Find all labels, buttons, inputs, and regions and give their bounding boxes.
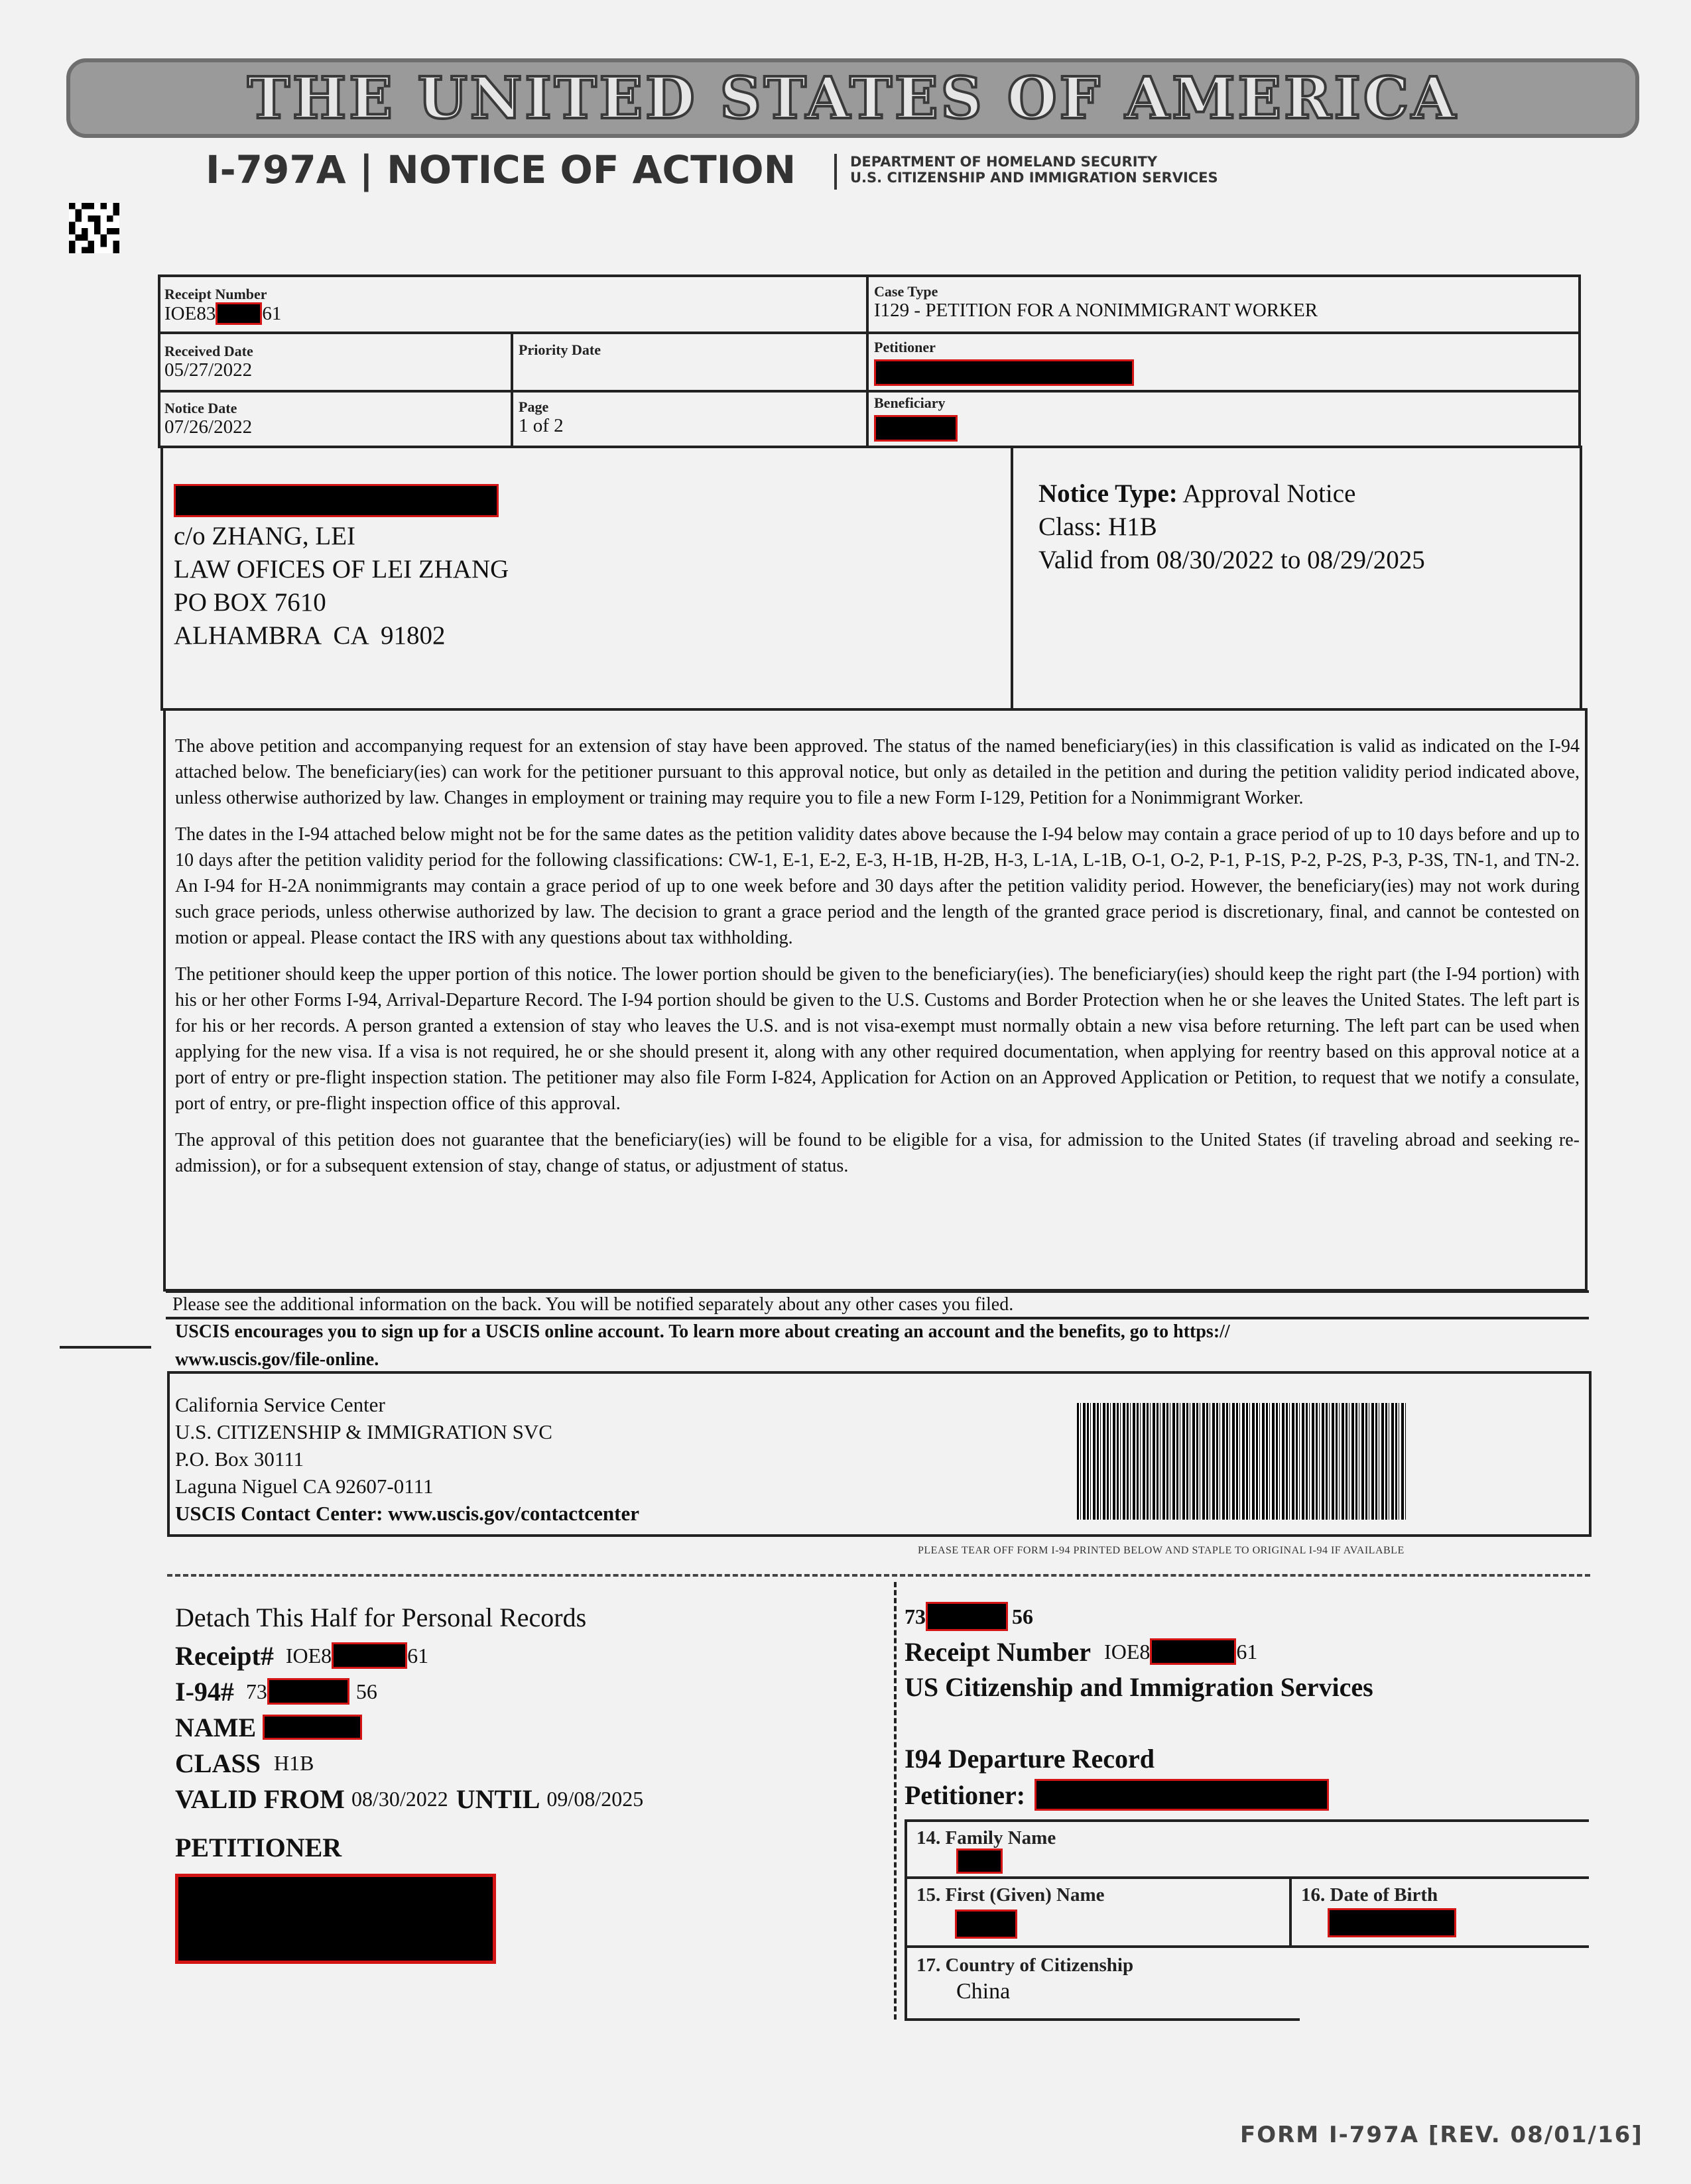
qr-code-icon: [69, 203, 119, 253]
paragraph-approval: The above petition and accompanying request for an extension of stay have been approved. The status of the named beneficiary(ies) in this classification is valid as indicated on the I-94 attached below. The beneficiary(ies) can work for the petitioner pursuant to this approval notice, but only as detailed in the petition and during the petition validity period indicated above, unless otherwise authorized by law. Changes in employment or training may require you to file a new Form I-129, Petition for a Nonimmigrant Worker.: [175, 736, 1580, 808]
received-date-value: 05/27/2022: [164, 359, 253, 381]
redaction: [874, 359, 1134, 386]
redaction: [174, 484, 499, 517]
paragraph-instructions: The petitioner should keep the upper portion of this notice. The lower portion should be given to the beneficiary(ies). The beneficiary(ies) should keep the right part (the I-94 portion) with his or her other Forms I-94, Arrival-Departure Record. The I-94 portion should be given to the U.S. Customs and Border Protection when he or she leaves the United States. The left part is for his or her records. A person granted a extension of stay who leaves the U.S. and is not visa-exempt must normally obtain a new visa before returning. The left part can be used when applying for the new visa. If a visa is not required, he or she should present it, along with any other required documentation, when applying for reentry based on this approval notice at a port of entry or pre-flight inspection station. The petitioner may also file Form I-824, Application for Action on an Approved Application or Petition, to request that we notify a consulate, port of entry, or pre-flight inspection office of this approval.: [175, 964, 1580, 1114]
country-underline: [905, 2018, 1300, 2021]
address-divider: [1011, 446, 1013, 711]
i94-receipt-prefix: IOE8: [1104, 1639, 1151, 1664]
field-grid: [158, 274, 1581, 448]
redaction: [267, 1678, 349, 1705]
redaction: [955, 1910, 1017, 1939]
body-text: [175, 733, 1580, 1189]
redaction: [874, 415, 958, 442]
online-account-note: [168, 1318, 1594, 1374]
i94-petitioner-label: Petitioner:: [905, 1780, 1026, 1810]
receipt-number-label: Receipt Number: [164, 286, 267, 302]
redaction: [926, 1602, 1008, 1631]
petitioner-cell: [874, 339, 1134, 386]
country-value: China: [956, 1979, 1011, 2004]
paragraph-grace-period: The dates in the I-94 attached below might not be for the same dates as the petition validity dates above because the I-94 below may contain a grace period of up to 10 days before and up to 10 days after the petition validity period for the following classifications: CW-1, E-1, E-2, E-3, H-1B, H-2B, H-3, L-1A, L-1B, O-1, O-2, P-1, P-1S, P-2, P-2S, P-3, P-3S, TN-1, and TN-2. An I-94 for H-2A nonimmigrants may contain a grace period of up to one week before and 30 days after the petition validity period. However, the beneficiary(ies) may not work during such grace periods, unless otherwise authorized by law. The decision to grant a grace period and the length of the granted grace period is discretionary, final, and cannot be contested on motion or appeal. Please contact the IRS with any questions about tax withholding.: [175, 824, 1580, 948]
service-line-2: U.S. CITIZENSHIP & IMMIGRATION SVC: [175, 1420, 552, 1443]
additional-info-text: Please see the additional information on the back. You will be notified separately about any other cases you filed.: [172, 1294, 1014, 1315]
dept-line-2: U.S. CITIZENSHIP AND IMMIGRATION SERVICES: [850, 170, 1218, 186]
stub-until-value: 09/08/2025: [546, 1786, 644, 1811]
grid-divider-v1: [866, 274, 869, 448]
country-label: 17. Country of Citizenship: [916, 1955, 1134, 1976]
notice-type-label: Notice Type:: [1038, 479, 1178, 508]
notice-info: [1038, 477, 1425, 577]
page-label: Page: [519, 398, 549, 415]
stub-class-value: H1B: [273, 1750, 314, 1775]
redaction: [1150, 1638, 1236, 1665]
redaction: [216, 302, 262, 325]
i94-stub: [905, 1599, 1588, 1813]
stub-valid-from-label: VALID FROM: [175, 1784, 345, 1814]
form-revision: FORM I-797A [REV. 08/01/16]: [1240, 2122, 1643, 2148]
service-line-1: California Service Center: [175, 1393, 385, 1416]
stub-receipt-label: Receipt#: [175, 1640, 274, 1671]
stub-i94-label: I-94#: [175, 1676, 234, 1707]
online-line-1: USCIS encourages you to sign up for a USCIS online account. To learn more about creating an account and the benefits, go to https://: [175, 1321, 1230, 1342]
stub-name-label: NAME: [175, 1712, 257, 1742]
tear-off-note: PLEASE TEAR OFF FORM I-94 PRINTED BELOW AND STAPLE TO ORIGINAL I-94 IF AVAILABLE: [918, 1545, 1405, 1556]
barcode: [1077, 1403, 1406, 1520]
address-line-4: ALHAMBRA CA 91802: [174, 621, 446, 650]
i94-number-suffix: 56: [1012, 1604, 1033, 1628]
stub-valid-from-value: 08/30/2022: [351, 1786, 448, 1811]
address-line-2: LAW OFICES OF LEI ZHANG: [174, 555, 509, 583]
service-line-4: Laguna Niguel CA 92607-0111: [175, 1475, 434, 1498]
redaction: [956, 1849, 1003, 1874]
stub-until-label: UNTIL: [456, 1784, 540, 1814]
redaction: [332, 1642, 407, 1669]
banner-text: THE UNITED STATES OF AMERICA: [247, 64, 1458, 132]
notice-valid-dates: Valid from 08/30/2022 to 08/29/2025: [1038, 546, 1425, 574]
i94-receipt-label: Receipt Number: [905, 1636, 1092, 1667]
mailing-address: [174, 484, 509, 652]
additional-info: [166, 1290, 1589, 1319]
i94-record-title: I94 Departure Record: [905, 1744, 1155, 1774]
priority-date-label: Priority Date: [519, 341, 601, 358]
petitioner-label: Petitioner: [874, 339, 936, 355]
first-name-label: 15. First (Given) Name: [916, 1884, 1105, 1906]
case-type-label: Case Type: [874, 283, 938, 300]
case-type-cell: [874, 284, 1318, 321]
service-center-address: [175, 1391, 639, 1527]
beneficiary-cell: [874, 395, 958, 442]
stub-class-label: CLASS: [175, 1748, 261, 1778]
redaction: [1034, 1779, 1329, 1811]
country-banner: [66, 58, 1639, 138]
notice-date-value: 07/26/2022: [164, 416, 253, 438]
address-line-3: PO BOX 7610: [174, 588, 326, 617]
redaction: [1328, 1908, 1456, 1937]
stub-petitioner-label: PETITIONER: [175, 1833, 342, 1862]
notice-class: Class: H1B: [1038, 513, 1157, 541]
page-value: 1 of 2: [519, 415, 564, 436]
i94-number-prefix: 73: [905, 1604, 926, 1628]
dept-line-1: DEPARTMENT OF HOMELAND SECURITY: [850, 154, 1158, 170]
family-name-label: 14. Family Name: [916, 1827, 1056, 1849]
received-date-label: Received Date: [164, 343, 253, 359]
stub-divider: [894, 1582, 897, 2020]
case-type-value: I129 - PETITION FOR A NONIMMIGRANT WORKER: [874, 300, 1318, 321]
online-line-2: www.uscis.gov/file-online.: [175, 1349, 379, 1370]
notice-date-label: Notice Date: [164, 400, 237, 416]
receipt-number-value: [164, 302, 281, 325]
received-date-cell: [164, 343, 253, 381]
stub-receipt-prefix: IOE8: [285, 1643, 332, 1668]
title-divider: [834, 154, 837, 190]
stub-receipt-suffix: 61: [407, 1643, 429, 1668]
i94-agency: US Citizenship and Immigration Services: [905, 1672, 1373, 1702]
stub-i94-suffix: 56: [355, 1679, 377, 1703]
priority-date-cell: [519, 342, 601, 358]
receipt-number-suffix: 61: [262, 303, 282, 324]
notice-date-cell: [164, 400, 252, 438]
left-stub: [175, 1598, 643, 1964]
dob-label: 16. Date of Birth: [1301, 1884, 1438, 1906]
stub-i94-prefix: 73: [245, 1679, 267, 1703]
margin-mark: [60, 1346, 151, 1349]
address-line-1: c/o ZHANG, LEI: [174, 522, 356, 550]
receipt-number-cell: [164, 286, 281, 325]
contact-center: USCIS Contact Center: www.uscis.gov/contactcenter: [175, 1502, 639, 1525]
tear-line: [167, 1574, 1590, 1577]
i94-receipt-suffix: 61: [1236, 1639, 1258, 1664]
department-heading: [850, 154, 1218, 186]
grid-divider-h1: [158, 332, 1581, 334]
detach-title: Detach This Half for Personal Records: [175, 1603, 587, 1632]
redaction: [263, 1715, 362, 1740]
redaction: [175, 1874, 496, 1964]
paragraph-disclaimer: The approval of this petition does not guarantee that the beneficiary(ies) will be found to be eligible for a visa, for admission to the United States (if traveling abroad and seeking re-admission), or for a subsequent extension of stay, change of status, or adjustment of status.: [175, 1130, 1580, 1176]
form-title: I-797A | NOTICE OF ACTION: [206, 147, 796, 192]
grid-divider-h2: [158, 390, 1581, 393]
service-line-3: P.O. Box 30111: [175, 1447, 304, 1471]
notice-type-value: Approval Notice: [1182, 479, 1356, 508]
page-cell: [519, 399, 564, 436]
receipt-number-prefix: IOE83: [164, 303, 216, 324]
beneficiary-label: Beneficiary: [874, 394, 946, 411]
i94-fields: [905, 1819, 1589, 2020]
